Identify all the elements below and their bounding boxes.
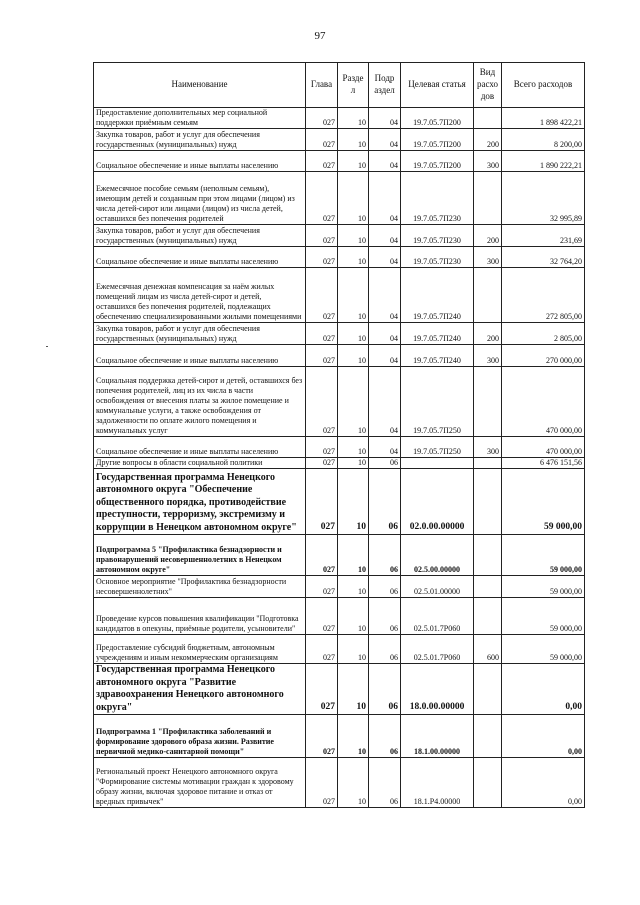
row-total: 231,69 xyxy=(502,225,585,247)
table-row xyxy=(94,437,585,458)
row-total: 59 000,00 xyxy=(502,598,585,635)
row-total: 8 200,00 xyxy=(502,129,585,151)
row-target: 19.7.05.7П200 xyxy=(401,151,474,172)
header-vid: Вид расхо дов xyxy=(474,63,502,108)
table-row xyxy=(94,664,585,715)
row-glava: 027 xyxy=(306,469,338,535)
table-row xyxy=(94,129,585,151)
row-total: 59 000,00 xyxy=(502,635,585,664)
table-row xyxy=(94,367,585,437)
budget-table xyxy=(93,62,585,808)
table-row xyxy=(94,151,585,172)
row-razdel: 10 xyxy=(338,664,369,715)
row-total: 32 764,20 xyxy=(502,247,585,268)
table-row xyxy=(94,323,585,345)
row-target: 19.7.05.7П230 xyxy=(401,225,474,247)
row-razdel: 10 xyxy=(338,715,369,758)
row-podrazdel: 06 xyxy=(369,758,401,808)
row-target: 19.7.05.7П230 xyxy=(401,247,474,268)
row-total: 470 000,00 xyxy=(502,437,585,458)
row-razdel: 10 xyxy=(338,108,369,129)
row-glava: 027 xyxy=(306,715,338,758)
table-row xyxy=(94,458,585,469)
row-vid: 300 xyxy=(474,247,502,268)
row-podrazdel: 06 xyxy=(369,458,401,469)
row-name: Государственная программа Ненецкого автономного округа "Обеспечение общественного порядка, противодействие преступности, терроризму, экстремизму и коррупции в Ненецком автономном округе" xyxy=(94,469,306,535)
table-row xyxy=(94,576,585,598)
row-total: 2 805,00 xyxy=(502,323,585,345)
row-vid xyxy=(474,598,502,635)
row-total: 470 000,00 xyxy=(502,367,585,437)
row-razdel: 10 xyxy=(338,345,369,367)
row-total: 59 000,00 xyxy=(502,469,585,535)
row-glava: 027 xyxy=(306,367,338,437)
row-name: Основное мероприятие "Профилактика безнадзорности несовершеннолетних" xyxy=(94,576,306,598)
table-header-row xyxy=(94,63,585,108)
row-glava: 027 xyxy=(306,247,338,268)
row-razdel: 10 xyxy=(338,151,369,172)
row-name: Другие вопросы в области социальной политики xyxy=(94,458,306,469)
row-target: 19.7.05.7П250 xyxy=(401,367,474,437)
row-name: Государственная программа Ненецкого автономного округа "Развитие здравоохранения Ненецкого автономного округа" xyxy=(94,664,306,715)
row-podrazdel: 04 xyxy=(369,345,401,367)
row-target: 18.1.00.00000 xyxy=(401,715,474,758)
row-vid: 300 xyxy=(474,151,502,172)
row-podrazdel: 06 xyxy=(369,576,401,598)
table-row xyxy=(94,635,585,664)
row-glava: 027 xyxy=(306,664,338,715)
row-name: Предоставление субсидий бюджетным, автономным учреждениям и иным некоммерческим организациям xyxy=(94,635,306,664)
row-razdel: 10 xyxy=(338,172,369,225)
row-total: 0,00 xyxy=(502,758,585,808)
row-glava: 027 xyxy=(306,576,338,598)
row-name: Региональный проект Ненецкого автономного округа "Формирование системы мотивации граждан к здоровому образу жизни, включая здоровое питание и отказ от вредных привычек" xyxy=(94,758,306,808)
row-glava: 027 xyxy=(306,225,338,247)
row-total: 1 890 222,21 xyxy=(502,151,585,172)
table-row xyxy=(94,598,585,635)
row-razdel: 10 xyxy=(338,758,369,808)
row-name: Социальное обеспечение и иные выплаты населению xyxy=(94,151,306,172)
row-razdel: 10 xyxy=(338,458,369,469)
row-target xyxy=(401,458,474,469)
row-podrazdel: 04 xyxy=(369,367,401,437)
row-razdel: 10 xyxy=(338,268,369,323)
row-podrazdel: 06 xyxy=(369,715,401,758)
row-name: Подпрограмма 5 "Профилактика безнадзорности и правонарушений несовершеннолетних в Ненецком автономном округе" xyxy=(94,535,306,576)
row-total: 59 000,00 xyxy=(502,576,585,598)
row-razdel: 10 xyxy=(338,535,369,576)
row-podrazdel: 04 xyxy=(369,172,401,225)
row-name: Социальное обеспечение и иные выплаты населению xyxy=(94,247,306,268)
row-glava: 027 xyxy=(306,535,338,576)
header-glava: Глава xyxy=(306,63,338,108)
row-glava: 027 xyxy=(306,108,338,129)
row-name: Закупка товаров, работ и услуг для обеспечения государственных (муниципальных) нужд xyxy=(94,225,306,247)
row-target: 19.7.05.7П240 xyxy=(401,323,474,345)
row-razdel: 10 xyxy=(338,635,369,664)
row-target: 02.5.01.7Р060 xyxy=(401,635,474,664)
row-vid xyxy=(474,664,502,715)
row-vid xyxy=(474,367,502,437)
table-row xyxy=(94,108,585,129)
row-name: Ежемесячная денежная компенсация за наём жилых помещений лицам из числа детей-сирот и детей, оставшихся без попечения родителей, подлежащих обеспечению специализированными жилыми помещениями xyxy=(94,268,306,323)
row-razdel: 10 xyxy=(338,225,369,247)
row-glava: 027 xyxy=(306,151,338,172)
row-podrazdel: 04 xyxy=(369,323,401,345)
row-vid xyxy=(474,715,502,758)
table-row xyxy=(94,715,585,758)
row-target: 02.0.00.00000 xyxy=(401,469,474,535)
header-name: Наименование xyxy=(94,63,306,108)
table-row xyxy=(94,268,585,323)
margin-mark xyxy=(46,346,48,347)
row-glava: 027 xyxy=(306,268,338,323)
row-podrazdel: 04 xyxy=(369,437,401,458)
row-vid: 200 xyxy=(474,323,502,345)
row-glava: 027 xyxy=(306,129,338,151)
row-target: 19.7.05.7П250 xyxy=(401,437,474,458)
row-razdel: 10 xyxy=(338,576,369,598)
row-podrazdel: 04 xyxy=(369,129,401,151)
row-podrazdel: 06 xyxy=(369,664,401,715)
row-name: Подпрограмма 1 "Профилактика заболеваний и формирование здорового образа жизни. Развитие первичной медико-санитарной помощи" xyxy=(94,715,306,758)
row-razdel: 10 xyxy=(338,247,369,268)
row-vid: 200 xyxy=(474,129,502,151)
row-vid xyxy=(474,268,502,323)
row-name: Социальное обеспечение и иные выплаты населению xyxy=(94,437,306,458)
row-target: 19.7.05.7П240 xyxy=(401,345,474,367)
row-podrazdel: 04 xyxy=(369,225,401,247)
row-podrazdel: 06 xyxy=(369,469,401,535)
table-row xyxy=(94,535,585,576)
row-razdel: 10 xyxy=(338,323,369,345)
row-total: 0,00 xyxy=(502,664,585,715)
row-target: 02.5.01.00000 xyxy=(401,576,474,598)
row-glava: 027 xyxy=(306,635,338,664)
table-row xyxy=(94,172,585,225)
page-number: 97 xyxy=(314,30,326,42)
row-total: 270 000,00 xyxy=(502,345,585,367)
row-glava: 027 xyxy=(306,172,338,225)
row-vid: 600 xyxy=(474,635,502,664)
row-podrazdel: 04 xyxy=(369,268,401,323)
row-glava: 027 xyxy=(306,345,338,367)
header-razdel: Разде л xyxy=(338,63,369,108)
row-total: 0,00 xyxy=(502,715,585,758)
row-name: Закупка товаров, работ и услуг для обеспечения государственных (муниципальных) нужд xyxy=(94,129,306,151)
row-podrazdel: 04 xyxy=(369,247,401,268)
row-vid xyxy=(474,576,502,598)
row-total: 59 000,00 xyxy=(502,535,585,576)
row-name: Предоставление дополнительных мер социальной поддержки приёмным семьям xyxy=(94,108,306,129)
row-podrazdel: 04 xyxy=(369,108,401,129)
row-name: Проведение курсов повышения квалификации "Подготовка кандидатов в опекуны, приёмные родители, усыновители" xyxy=(94,598,306,635)
row-vid: 200 xyxy=(474,225,502,247)
row-vid xyxy=(474,535,502,576)
row-target: 19.7.05.7П240 xyxy=(401,268,474,323)
row-podrazdel: 06 xyxy=(369,598,401,635)
row-glava: 027 xyxy=(306,598,338,635)
row-glava: 027 xyxy=(306,323,338,345)
header-target: Целевая статья xyxy=(401,63,474,108)
row-razdel: 10 xyxy=(338,598,369,635)
header-total: Всего расходов xyxy=(502,63,585,108)
row-name: Социальное обеспечение и иные выплаты населению xyxy=(94,345,306,367)
row-vid: 300 xyxy=(474,345,502,367)
table-row xyxy=(94,469,585,535)
header-podrazdel: Подр аздел xyxy=(369,63,401,108)
row-total: 6 476 151,56 xyxy=(502,458,585,469)
row-target: 19.7.05.7П200 xyxy=(401,129,474,151)
table-row xyxy=(94,247,585,268)
row-vid xyxy=(474,108,502,129)
row-razdel: 10 xyxy=(338,437,369,458)
row-podrazdel: 04 xyxy=(369,151,401,172)
table-row xyxy=(94,345,585,367)
row-vid xyxy=(474,758,502,808)
row-vid xyxy=(474,469,502,535)
row-vid: 300 xyxy=(474,437,502,458)
row-podrazdel: 06 xyxy=(369,535,401,576)
row-glava: 027 xyxy=(306,458,338,469)
row-target: 19.7.05.7П200 xyxy=(401,108,474,129)
row-glava: 027 xyxy=(306,758,338,808)
table-row xyxy=(94,758,585,808)
row-target: 02.5.01.7Р060 xyxy=(401,598,474,635)
row-target: 19.7.05.7П230 xyxy=(401,172,474,225)
table-row xyxy=(94,225,585,247)
row-razdel: 10 xyxy=(338,469,369,535)
row-vid xyxy=(474,172,502,225)
row-name: Закупка товаров, работ и услуг для обеспечения государственных (муниципальных) нужд xyxy=(94,323,306,345)
row-glava: 027 xyxy=(306,437,338,458)
row-total: 272 805,00 xyxy=(502,268,585,323)
row-vid xyxy=(474,458,502,469)
row-target: 18.0.00.00000 xyxy=(401,664,474,715)
row-razdel: 10 xyxy=(338,129,369,151)
row-podrazdel: 06 xyxy=(369,635,401,664)
row-target: 18.1.Р4.00000 xyxy=(401,758,474,808)
row-name: Социальная поддержка детей-сирот и детей, оставшихся без попечения родителей, лиц из их числа в части освобождения от внесения платы за жилое помещение и коммунальные услуги, а также освобождения от задолженности по оплате жилого помещения и коммунальных услуг xyxy=(94,367,306,437)
row-target: 02.5.00.00000 xyxy=(401,535,474,576)
row-total: 32 995,89 xyxy=(502,172,585,225)
row-name: Ежемесячное пособие семьям (неполным семьям), имеющим детей и созданным при этом лицами (лицом) из числа детей-сирот или лицами (лицом) из числа детей, оставшихся без попечения родителей xyxy=(94,172,306,225)
row-razdel: 10 xyxy=(338,367,369,437)
row-total: 1 898 422,21 xyxy=(502,108,585,129)
